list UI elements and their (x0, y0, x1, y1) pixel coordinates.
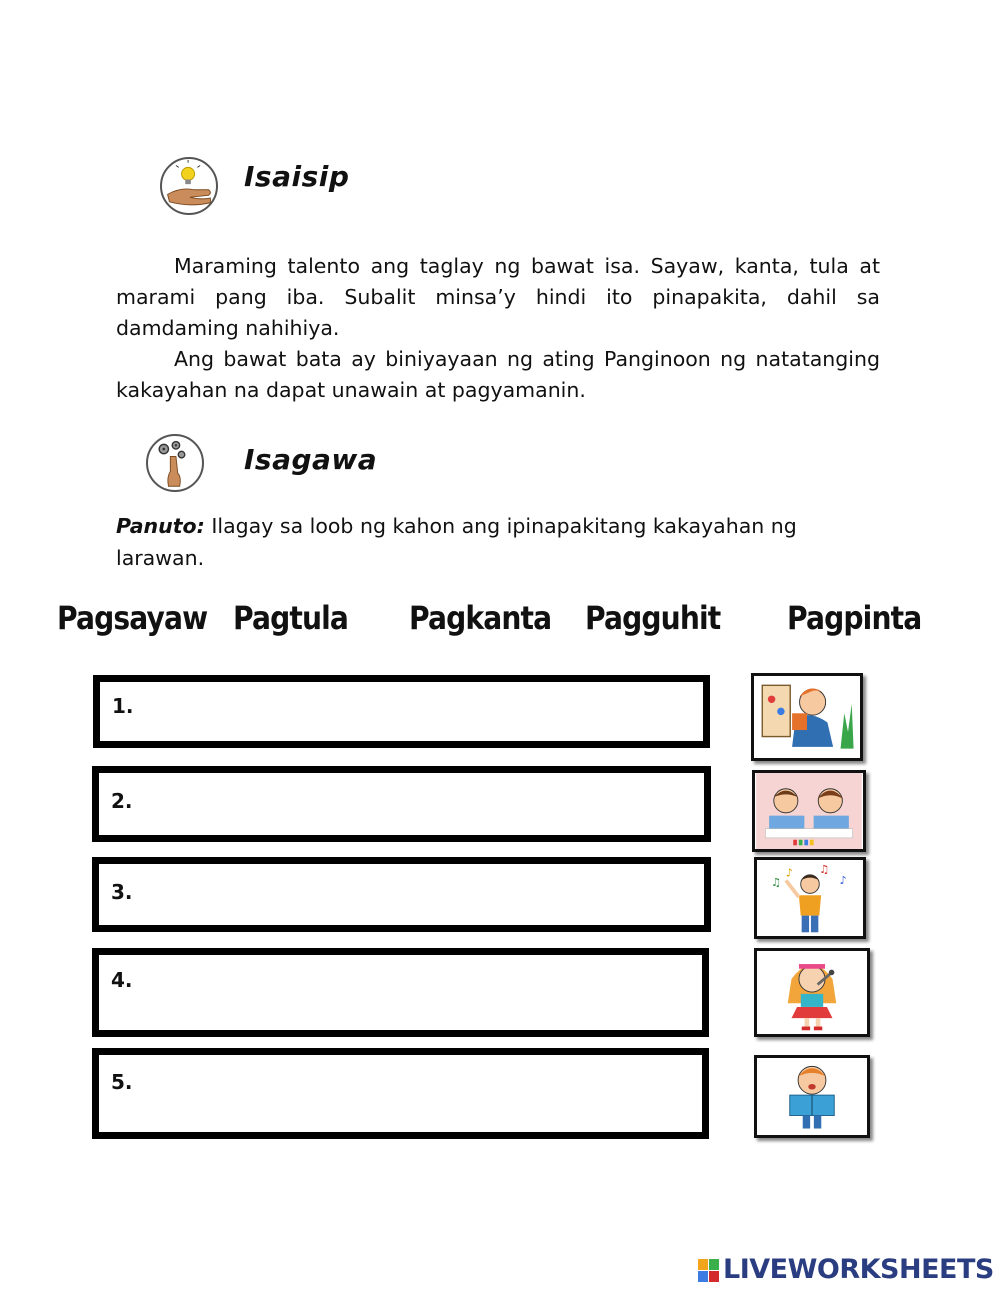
picture-boy-singing (754, 857, 866, 939)
answer-box-2[interactable] (92, 766, 711, 842)
isaisip-body (116, 251, 880, 406)
isagawa-title: Isagawa (244, 443, 378, 476)
answer-number: 5. (111, 1070, 133, 1094)
isaisip-paragraph-1: Maraming talento ang taglay ng bawat isa. Sayaw, kanta, tula at marami pang iba. Subalit minsa’y hindi ito pinapakita, dahil sa damdaming nahihiya. (116, 254, 880, 340)
liveworksheets-logo (698, 1254, 994, 1288)
answer-box-1[interactable] (93, 675, 710, 748)
answer-box-5[interactable] (92, 1048, 709, 1139)
choice-pagguhit[interactable]: Pagguhit (585, 599, 721, 637)
instruction-text: Ilagay sa loob ng kahon ang ipinapakitang kakayahan ng larawan. (116, 514, 797, 570)
choice-pagtula[interactable]: Pagtula (233, 599, 349, 637)
picture-girl-singing (754, 948, 870, 1037)
instruction (116, 510, 880, 574)
svg-text:♪: ♪ (785, 866, 793, 880)
liveworksheets-logo-text: LIVEWORKSHEETS (723, 1254, 994, 1285)
answer-number: 4. (111, 968, 133, 992)
instruction-label: Panuto: (116, 514, 205, 538)
svg-text:♫: ♫ (819, 862, 830, 876)
isaisip-paragraph-2: Ang bawat bata ay biniyayaan ng ating Panginoon ng natatanging kakayahan na dapat unawain at pagyamanin. (116, 347, 880, 402)
picture-child-painting (751, 673, 863, 761)
gears-hand-icon (146, 434, 204, 492)
lightbulb-hand-icon (160, 157, 218, 215)
svg-text:♫: ♫ (771, 875, 782, 889)
svg-text:♪: ♪ (839, 874, 847, 888)
answer-box-3[interactable] (92, 857, 711, 932)
picture-boy-reading (754, 1055, 870, 1138)
choice-pagsayaw[interactable]: Pagsayaw (57, 599, 208, 637)
picture-two-children-drawing (752, 770, 866, 852)
answer-number: 3. (111, 880, 133, 904)
answer-box-4[interactable] (92, 948, 709, 1037)
liveworksheets-logo-icon (698, 1259, 720, 1283)
isaisip-title: Isaisip (244, 160, 350, 193)
choice-pagkanta[interactable]: Pagkanta (409, 599, 552, 637)
answer-number: 2. (111, 789, 133, 813)
answer-number: 1. (112, 694, 134, 718)
choice-pagpinta[interactable]: Pagpinta (787, 599, 922, 637)
